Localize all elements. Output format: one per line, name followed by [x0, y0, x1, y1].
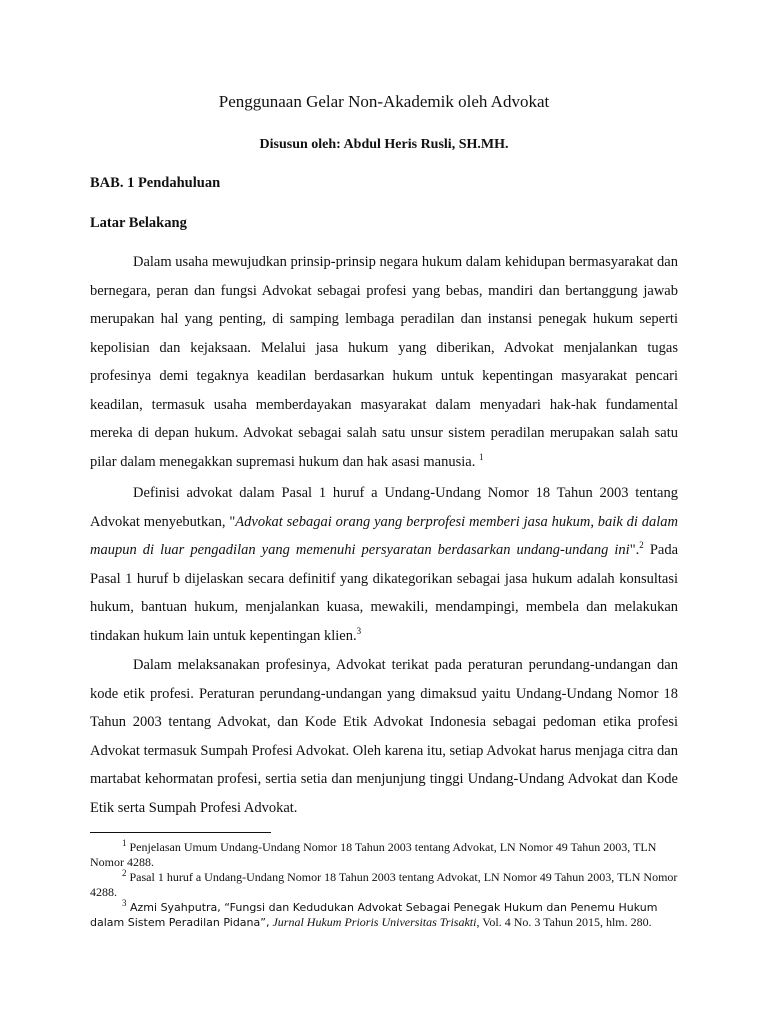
document-title: Penggunaan Gelar Non-Akademik oleh Advokat	[218, 92, 550, 111]
paragraph-2-text-b: ".	[629, 542, 640, 558]
paragraph-3: Dalam melaksanakan profesinya, Advokat terikat pada peraturan perundang-undangan dan kode etik profesi. Peraturan perundang-undangan yang dimaksud yaitu Undang-Undang Nomor 18 Tahun 2003 tentang Advokat, dan Kode Etik Advokat Indonesia sebagai pedoman etika profesi Advokat termasuk Sumpah Profesi Advokat. Oleh karena itu, setiap Advokat harus menjaga citra dan martabat kehormatan profesi, sertia setia dan menjunjung tinggi Undang-Undang Advokat dan Kode Etik serta Sumpah Profesi Advokat.	[90, 657, 678, 816]
chapter-heading: BAB. 1 Pendahuluan	[90, 175, 221, 191]
paragraph-2-text-a: Definisi advokat dalam Pasal 1 huruf a Undang-Undang Nomor 18 Tahun 2003 tentang Advokat menyebutkan, "	[90, 485, 678, 530]
paragraph-2-text-c: Pada Pasal 1 huruf b dijelaskan secara definitif yang dikategorikan sebagai jasa hukum adalah konsultasi hukum, bantuan hukum, menjalankan kuasa, mewakili, mendampingi, membela dan melakukan tindakan hukum lain untuk kepentingan klien.	[90, 542, 679, 644]
paragraph-1-text: Dalam usaha mewujudkan prinsip-prinsip negara hukum dalam kehidupan bermasyarakat dan bernegara, peran dan fungsi Advokat sebagai profesi yang bebas, mandiri dan bertanggung jawab merupakan hal yang penting, di samping lembaga peradilan dan instansi penegak hukum seperti kepolisian dan kejaksaan. Melalui jasa hukum yang diberikan, Advokat menjalankan tugas profesinya demi tegaknya keadilan berdasarkan hukum untuk kepentingan masyarakat pencari keadilan, termasuk usaha memberdayakan masyarakat dalam menyadari hak-hak fundamental mereka di depan hukum. Advokat sebagai salah satu unsur sistem peradilan merupakan salah satu pilar dalam menegakkan supremasi hukum dan hak asasi manusia.	[90, 254, 678, 470]
document-author: Disusun oleh: Abdul Heris Rusli, SH.MH.	[259, 137, 509, 152]
paragraph-1	[90, 248, 678, 476]
footnote-ref-2: 2	[639, 540, 644, 551]
footnote-3	[90, 900, 678, 930]
footnote-1	[90, 840, 678, 870]
footnote-2-text: Pasal 1 huruf a Undang-Undang Nomor 18 Tahun 2003 tentang Advokat, LN Nomor 49 Tahun 2003, TLN Nomor 4288.	[90, 870, 678, 899]
footnote-2-number: 2	[122, 868, 127, 878]
footnote-3-rest: , Vol. 4 No. 3 Tahun 2015, hlm. 280.	[476, 915, 652, 929]
paragraph-2-quote: Advokat sebagai orang yang berprofesi memberi jasa hukum, baik di dalam maupun di luar pengadilan yang memenuhi persyaratan berdasarkan undang-undang ini	[90, 513, 678, 558]
footnote-divider	[90, 832, 271, 833]
footnote-3-author-title: Azmi Syahputra, “Fungsi dan Kedudukan Advokat Sebagai Penegak Hukum dan Penemu Hukum dalam Sistem Peradilan Pidana”,	[90, 901, 658, 929]
footnote-ref-1: 1	[478, 451, 484, 462]
footnote-ref-3: 3	[356, 625, 362, 636]
paragraph-2	[90, 479, 678, 650]
footnote-3-number: 3	[122, 898, 127, 908]
section-heading: Latar Belakang	[90, 215, 187, 231]
footnote-1-text: Penjelasan Umum Undang-Undang Nomor 18 Tahun 2003 tentang Advokat, LN Nomor 49 Tahun 2003, TLN Nomor 4288.	[90, 840, 657, 869]
footnote-2	[90, 870, 678, 900]
footnote-3-journal: Jurnal Hukum Prioris Universitas Trisakti	[272, 915, 477, 929]
footnote-1-number: 1	[122, 838, 127, 848]
